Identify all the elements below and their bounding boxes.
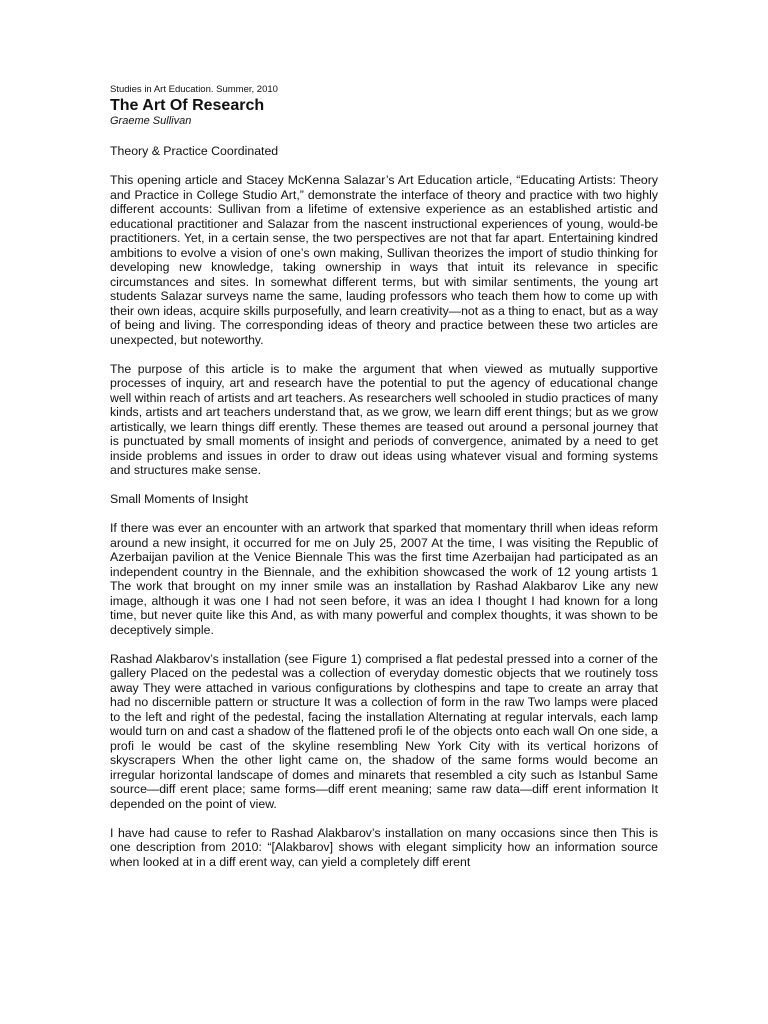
article-title: The Art Of Research [110,97,265,114]
paragraph: This opening article and Stacey McKenna Salazar’s Art Education article, “Educating Artists: Theory and Practice in College Studio Art,” demonstrate the interface of theory and practice with two highly different accounts: Sullivan from a lifetime of extensive experience as an established artistic and educational practitioner and Salazar from the nascent instructional experiences of young, would-be practitioners. Yet, in a certain sense, the two perspectives are not that far apart. Entertaining kindred ambitions to evolve a vision of one’s own making, Sullivan theorizes the import of studio thinking for developing new knowledge, taking ownership in ways that intuit its relevance in specific circumstances and sites. In somewhat different terms, but with similar sentiments, the young art students Salazar surveys name the same, lauding professors who teach them how to come up with their own ideas, acquire skills purposefully, and learn creativity—not as a thing to enact, but as a way of being and living. The corresponding ideas of theory and practice between these two articles are unexpected, but noteworthy. [110,173,658,347]
paragraph: If there was ever an encounter with an artwork that sparked that momentary thrill when ideas reform around a new insight, it occurred for me on July 25, 2007 At the time, I was visiting the Republic of Azerbaijan pavilion at the Venice Biennale This was the first time Azerbaijan had participated as an independent country in the Biennale, and the exhibition showcased the work of 12 young artists 1 The work that brought on my inner smile was an installation by Rashad Alakbarov Like any new image, although it was one I had not seen before, it was an idea I thought I had known for a long time, but never quite like this And, as with many powerful and complex thoughts, it was shown to be deceptively simple. [110,521,658,637]
paragraph: The purpose of this article is to make the argument that when viewed as mutually supportive processes of inquiry, art and research have the potential to put the agency of educational change well within reach of artists and art teachers. As researchers well schooled in studio practices of many kinds, artists and art teachers understand that, as we grow, we learn diff erent things; but as we grow artistically, we learn things diff erently. These themes are teased out around a personal journey that is punctuated by small moments of insight and periods of convergence, animated by a need to get inside problems and issues in order to draw out ideas using whatever visual and forming systems and structures make sense. [110,361,658,477]
section-heading-theory-practice: Theory & Practice Coordinated [110,144,279,158]
section-heading-small-moments: Small Moments of Insight [110,492,249,506]
paragraph: I have had cause to refer to Rashad Alakbarov’s installation on many occasions since then This is one description from 2010: “[Alakbarov] shows with elegant simplicity how an information source when looked at in a diff erent way, can yield a completely diff erent [110,825,658,869]
paragraph: Rashad Alakbarov’s installation (see Figure 1) comprised a flat pedestal pressed into a corner of the gallery Placed on the pedestal was a collection of everyday domestic objects that we routinely toss away They were attached in various configurations by clothespins and tape to create an array that had no discernible pattern or structure It was a collection of form in the raw Two lamps were placed to the left and right of the pedestal, facing the installation Alternating at regular intervals, each lamp would turn on and cast a shadow of the flattened profi le of the objects onto each wall On one side, a profi le would be cast of the skyline resembling New York City with its vertical horizons of skyscrapers When the other light came on, the shadow of the same forms would become an irregular horizontal landscape of domes and minarets that resembled a city such as Istanbul Same source—diff erent place; same forms—diff erent meaning; same raw data—diff erent information It depended on the point of view. [110,651,658,811]
document-body [110,84,658,884]
journal-citation: Studies in Art Education. Summer, 2010 [110,84,278,95]
author-name: Graeme Sullivan [110,115,192,127]
